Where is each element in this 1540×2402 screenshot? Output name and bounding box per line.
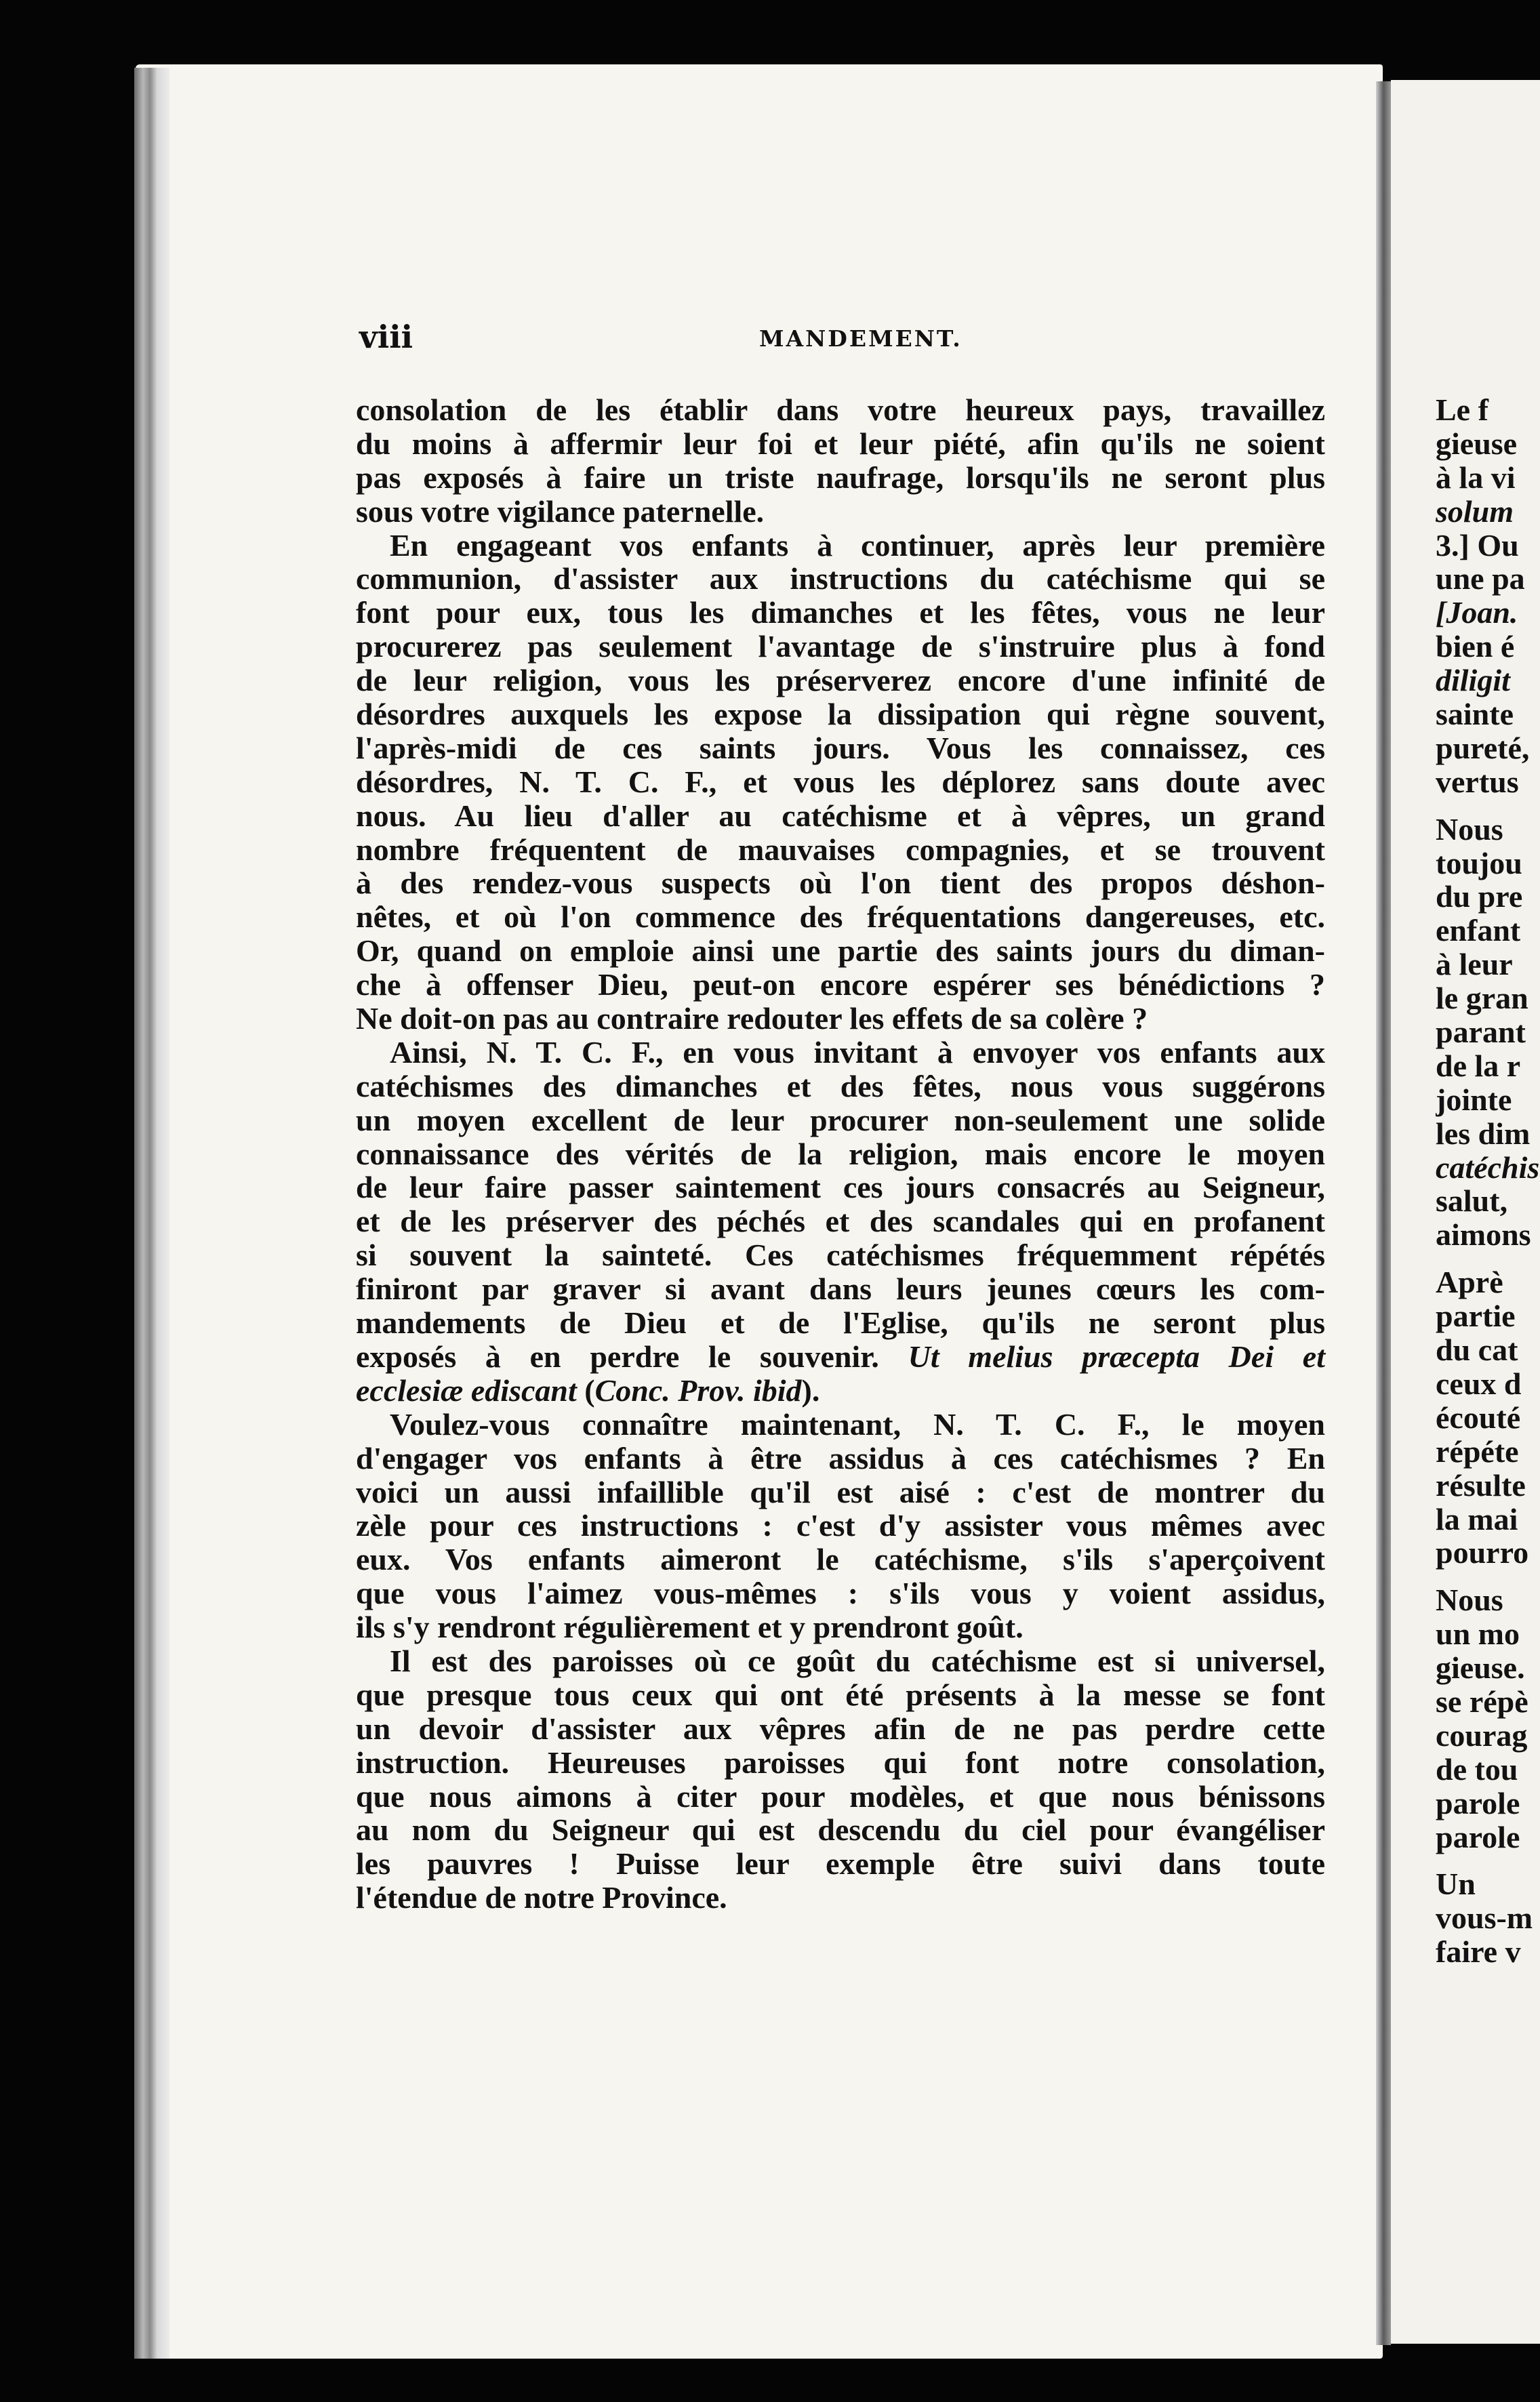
- fragment-line: [Joan.: [1436, 595, 1518, 630]
- fragment-line: aimons: [1436, 1217, 1531, 1253]
- fragment-line: partie: [1436, 1299, 1516, 1334]
- text-line: un moyen excellent de leur procurer non-seulement une solide: [356, 1102, 1325, 1137]
- text-line: que vous l'aimez vous-mêmes : s'ils vous y voient assidus,: [356, 1576, 1325, 1611]
- text-line: [356, 1340, 1325, 1374]
- text-line: à des rendez-vous suspects où l'on tient des propos déshon-: [356, 866, 1325, 901]
- text-line: che à offenser Dieu, peut-on encore espérer ses bénédictions ?: [356, 967, 1325, 1002]
- text-line: Voulez-vous connaître maintenant, N. T. C. F., le moyen: [390, 1406, 1325, 1442]
- text-span: (: [576, 1372, 595, 1408]
- fragment-line: répéte: [1436, 1433, 1519, 1469]
- fragment-line: un mo: [1436, 1616, 1520, 1652]
- fragment-line: résulte: [1436, 1467, 1526, 1503]
- fragment-line: catéchis: [1436, 1149, 1540, 1185]
- fragment-line: ceux d: [1436, 1366, 1522, 1401]
- text-line: nêtes, et où l'on commence des fréquentations dangereuses, etc.: [356, 899, 1325, 935]
- text-line: ils s'y rendront régulièrement et y prendront goût.: [356, 1610, 1024, 1645]
- running-title: MANDEMENT.: [759, 325, 963, 352]
- fragment-line: la mai: [1436, 1501, 1518, 1536]
- latin-quote: Ut melius præcepta Dei et: [908, 1339, 1325, 1374]
- text-line: nombre fréquentent de mauvaises compagnies, et se trouvent: [356, 832, 1325, 867]
- text-line: les pauvres ! Puisse leur exemple être suivi dans toute: [356, 1846, 1325, 1881]
- text-line: d'engager vos enfants à être assidus à ces catéchismes ? En: [356, 1440, 1325, 1475]
- fragment-line: 3.] Ou: [1436, 527, 1519, 563]
- fragment-line: de tou: [1436, 1751, 1518, 1787]
- text-line: font pour eux, tous les dimanches et les fêtes, vous ne leur: [356, 595, 1325, 630]
- text-line: désordres auxquels les expose la dissipation qui règne souvent,: [356, 697, 1325, 732]
- text-line: de leur religion, vous les préserverez encore d'une infinité de: [356, 663, 1325, 698]
- body-text: [356, 393, 1325, 1915]
- text-line: voici un aussi infaillible qu'il est aisé : c'est de montrer du: [356, 1474, 1325, 1509]
- fragment-line: écouté: [1436, 1400, 1521, 1435]
- fragment-line: jointe: [1436, 1082, 1512, 1117]
- text-line: Or, quand on emploie ainsi une partie des saints jours du diman-: [356, 933, 1325, 969]
- fragment-line: vous-m: [1436, 1900, 1533, 1936]
- latin-quote: ecclesiæ ediscant: [356, 1372, 577, 1408]
- page-gutter: [1376, 81, 1391, 2345]
- text-line: si souvent la sainteté. Ces catéchismes fréquemment répétés: [356, 1238, 1325, 1273]
- page-number: viii: [359, 319, 413, 355]
- fragment-line: bien é: [1436, 629, 1515, 664]
- fragment-line: Nous: [1436, 1583, 1503, 1618]
- fragment-line: à leur: [1436, 947, 1513, 982]
- text-line: nous. Au lieu d'aller au catéchisme et à vêpres, un grand: [356, 798, 1325, 833]
- fragment-line: pourro: [1436, 1535, 1529, 1570]
- text-line: catéchismes des dimanches et des fêtes, nous vous suggérons: [356, 1068, 1325, 1103]
- text-line: de leur faire passer saintement ces jours consacrés au Seigneur,: [356, 1170, 1325, 1205]
- text-line: désordres, N. T. C. F., et vous les déplorez sans doute avec: [356, 764, 1325, 799]
- fragment-line: vertus: [1436, 764, 1519, 799]
- text-line: eux. Vos enfants aimeront le catéchisme, s'ils s'aperçoivent: [356, 1542, 1325, 1577]
- fragment-line: Nous: [1436, 811, 1503, 847]
- text-line: mandements de Dieu et de l'Eglise, qu'ils ne seront plus: [356, 1305, 1325, 1341]
- fragment-line: solum: [1436, 493, 1514, 529]
- text-line: [356, 1374, 1325, 1408]
- fragment-line: toujou: [1436, 845, 1522, 880]
- fragment-line: du cat: [1436, 1332, 1518, 1368]
- fragment-line: du pre: [1436, 879, 1523, 914]
- text-line: finiront par graver si avant dans leurs jeunes cœurs les com-: [356, 1271, 1325, 1307]
- citation: Conc. Prov. ibid: [594, 1372, 802, 1408]
- fragment-line: le gran: [1436, 981, 1528, 1016]
- fragment-line: salut,: [1436, 1183, 1508, 1219]
- fragment-line: pureté,: [1436, 730, 1530, 765]
- text-line: sous votre vigilance paternelle.: [356, 493, 765, 529]
- text-line: communion, d'assister aux instructions du catéchisme qui se: [356, 561, 1325, 596]
- fragment-line: Un: [1436, 1867, 1476, 1902]
- text-line: au nom du Seigneur qui est descendu du ciel pour évangéliser: [356, 1812, 1325, 1848]
- text-line: connaissance des vérités de la religion, mais encore le moyen: [356, 1136, 1325, 1171]
- fragment-line: à la vi: [1436, 460, 1516, 495]
- fragment-line: parole: [1436, 1819, 1520, 1854]
- text-line: instruction. Heureuses paroisses qui font notre consolation,: [356, 1745, 1325, 1780]
- fragment-line: gieuse.: [1436, 1650, 1525, 1686]
- fragment-line: de la r: [1436, 1048, 1521, 1083]
- fragment-line: parole: [1436, 1785, 1520, 1820]
- fragment-line: Aprè: [1436, 1265, 1503, 1300]
- text-line: consolation de les établir dans votre heureux pays, travaillez: [356, 392, 1325, 427]
- text-line: que presque tous ceux qui ont été présents à la messe se font: [356, 1677, 1325, 1712]
- running-head: [359, 319, 1376, 359]
- text-line: l'étendue de notre Province.: [356, 1880, 727, 1915]
- fragment-line: Le f: [1436, 393, 1488, 427]
- text-line: et de les préserver des péchés et des scandales qui en profanent: [356, 1204, 1325, 1239]
- fragment-line: parant: [1436, 1015, 1526, 1050]
- text-line: Il est des paroisses où ce goût du catéchisme est si universel,: [390, 1643, 1325, 1678]
- fragment-line: se répè: [1436, 1684, 1528, 1719]
- text-span: exposés à en perdre le souvenir.: [356, 1339, 908, 1374]
- text-line: que nous aimons à citer pour modèles, et que nous bénissons: [356, 1778, 1325, 1814]
- text-line: Ainsi, N. T. C. F., en vous invitant à envoyer vos enfants aux: [390, 1034, 1325, 1070]
- book-spine-edge: [134, 68, 169, 2359]
- text-line: En engageant vos enfants à continuer, après leur première: [390, 527, 1325, 563]
- text-span: ).: [801, 1372, 820, 1408]
- facing-page-text: [1436, 393, 1540, 1969]
- fragment-line: faire v: [1436, 1934, 1521, 1970]
- text-line: pas exposés à faire un triste naufrage, lorsqu'ils ne seront plus: [356, 460, 1325, 495]
- fragment-line: sainte: [1436, 697, 1514, 732]
- text-line: du moins à affermir leur foi et leur piété, afin qu'ils ne soient: [356, 426, 1325, 461]
- text-line: zèle pour ces instructions : c'est d'y assister vous mêmes avec: [356, 1508, 1325, 1543]
- fragment-line: diligit: [1436, 663, 1510, 698]
- fragment-line: gieuse: [1436, 426, 1518, 461]
- text-line: procurerez pas seulement l'avantage de s'instruire plus à fond: [356, 629, 1325, 664]
- fragment-line: enfant: [1436, 913, 1521, 948]
- fragment-line: les dim: [1436, 1116, 1531, 1151]
- fragment-line: courag: [1436, 1717, 1528, 1753]
- fragment-line: une pa: [1436, 561, 1525, 596]
- text-line: un devoir d'assister aux vêpres afin de ne pas perdre cette: [356, 1711, 1325, 1746]
- text-line: Ne doit-on pas au contraire redouter les effets de sa colère ?: [356, 1001, 1148, 1036]
- text-line: l'après-midi de ces saints jours. Vous les connaissez, ces: [356, 730, 1325, 765]
